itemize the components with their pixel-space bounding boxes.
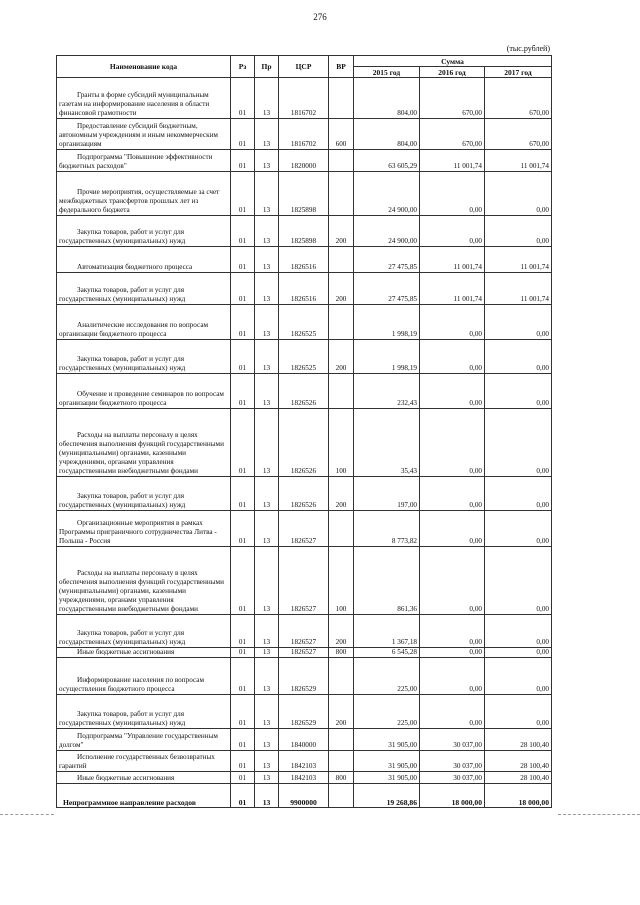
- table-row: [57, 729, 552, 751]
- row-csr: 1826527: [279, 648, 329, 658]
- table-row: [57, 150, 552, 172]
- row-vr: [329, 658, 354, 695]
- row-name: Обучение и проведение семинаров по вопросам организации бюджетного процесса: [57, 374, 231, 409]
- row-2017: 0,00: [485, 658, 552, 695]
- row-pr: 13: [255, 772, 279, 784]
- row-2016: 0,00: [420, 547, 485, 615]
- table-row: [57, 273, 552, 305]
- row-name: Исполнение государственных безвозвратных гарантий: [57, 751, 231, 772]
- row-2015: 6 545,28: [354, 648, 420, 658]
- row-2015: 1 998,19: [354, 340, 420, 374]
- row-2016: 0,00: [420, 374, 485, 409]
- row-2016: 18 000,00: [420, 784, 485, 808]
- row-pr: 13: [255, 729, 279, 751]
- row-pr: 13: [255, 511, 279, 547]
- row-rz: 01: [231, 729, 255, 751]
- header-csr: ЦСР: [279, 56, 329, 78]
- row-name: Подпрограмма "Управление государственным долгом": [57, 729, 231, 751]
- header-pr: Пр: [255, 56, 279, 78]
- table-row: [57, 374, 552, 409]
- row-rz: 01: [231, 216, 255, 247]
- row-csr: 1826516: [279, 247, 329, 273]
- row-vr: 200: [329, 695, 354, 729]
- row-rz: 01: [231, 547, 255, 615]
- row-csr: 1826526: [279, 477, 329, 511]
- row-pr: 13: [255, 247, 279, 273]
- row-2015: 1 998,19: [354, 305, 420, 340]
- row-csr: 1826529: [279, 695, 329, 729]
- row-vr: 200: [329, 273, 354, 305]
- row-2017: 11 001,74: [485, 273, 552, 305]
- row-rz: 01: [231, 648, 255, 658]
- row-rz: 01: [231, 172, 255, 216]
- row-csr: 1826529: [279, 658, 329, 695]
- row-name: Закупка товаров, работ и услуг для государственных (муниципальных) нужд: [57, 477, 231, 511]
- table-row: [57, 119, 552, 150]
- row-2016: 0,00: [420, 340, 485, 374]
- row-csr: 1816702: [279, 119, 329, 150]
- row-name: Закупка товаров, работ и услуг для государственных (муниципальных) нужд: [57, 216, 231, 247]
- row-2016: 30 037,00: [420, 772, 485, 784]
- row-2015: 1 367,18: [354, 615, 420, 648]
- row-pr: 13: [255, 119, 279, 150]
- row-csr: 1825898: [279, 172, 329, 216]
- table-row: [57, 409, 552, 477]
- row-name: Предоставление субсидий бюджетным, автономным учреждениям и иным некоммерческим организациям: [57, 119, 231, 150]
- table-row: [57, 547, 552, 615]
- row-csr: 1826527: [279, 547, 329, 615]
- row-2017: 670,00: [485, 119, 552, 150]
- row-vr: [329, 172, 354, 216]
- row-vr: [329, 511, 354, 547]
- row-csr: 1820000: [279, 150, 329, 172]
- row-2017: 18 000,00: [485, 784, 552, 808]
- row-2015: 24 900,00: [354, 216, 420, 247]
- row-2015: 861,36: [354, 547, 420, 615]
- row-2015: 232,43: [354, 374, 420, 409]
- row-name: Иные бюджетные ассигнования: [57, 772, 231, 784]
- table-header: [57, 56, 552, 78]
- row-2016: 0,00: [420, 648, 485, 658]
- row-rz: 01: [231, 119, 255, 150]
- row-2017: 0,00: [485, 648, 552, 658]
- row-2017: 28 100,40: [485, 729, 552, 751]
- row-csr: 1825898: [279, 216, 329, 247]
- row-2015: 63 605,29: [354, 150, 420, 172]
- header-2016: 2016 год: [420, 67, 485, 78]
- row-vr: 200: [329, 340, 354, 374]
- table-row: [57, 772, 552, 784]
- table-row: [57, 658, 552, 695]
- row-rz: 01: [231, 695, 255, 729]
- row-vr: [329, 305, 354, 340]
- row-rz: 01: [231, 477, 255, 511]
- row-name: Аналитические исследования по вопросам организации бюджетного процесса: [57, 305, 231, 340]
- row-2016: 30 037,00: [420, 751, 485, 772]
- row-2015: 225,00: [354, 658, 420, 695]
- row-rz: 01: [231, 305, 255, 340]
- row-2015: 19 268,86: [354, 784, 420, 808]
- row-2017: 0,00: [485, 374, 552, 409]
- row-vr: 200: [329, 216, 354, 247]
- row-2015: 197,00: [354, 477, 420, 511]
- row-csr: 1826516: [279, 273, 329, 305]
- table-row: [57, 78, 552, 119]
- row-2017: 0,00: [485, 477, 552, 511]
- header-2017: 2017 год: [485, 67, 552, 78]
- header-sum: Сумма: [354, 56, 552, 67]
- row-2016: 0,00: [420, 305, 485, 340]
- row-2016: 0,00: [420, 216, 485, 247]
- row-csr: 1840000: [279, 729, 329, 751]
- row-name: Расходы на выплаты персоналу в целях обеспечения выполнения функций государственными (муниципальными) органами, казенными учреждениями, органами управления государственными внебюджетными фондами: [57, 409, 231, 477]
- row-vr: 200: [329, 477, 354, 511]
- row-vr: [329, 150, 354, 172]
- row-2015: 804,00: [354, 119, 420, 150]
- row-name: Закупка товаров, работ и услуг для государственных (муниципальных) нужд: [57, 615, 231, 648]
- row-2017: 28 100,40: [485, 772, 552, 784]
- row-vr: 200: [329, 615, 354, 648]
- row-2016: 0,00: [420, 511, 485, 547]
- row-rz: 01: [231, 273, 255, 305]
- row-2017: 11 001,74: [485, 150, 552, 172]
- row-csr: 9900000: [279, 784, 329, 808]
- row-name: Закупка товаров, работ и услуг для государственных (муниципальных) нужд: [57, 695, 231, 729]
- row-rz: 01: [231, 78, 255, 119]
- row-pr: 13: [255, 695, 279, 729]
- row-pr: 13: [255, 216, 279, 247]
- row-vr: [329, 751, 354, 772]
- table-row: [57, 615, 552, 648]
- row-2017: 0,00: [485, 409, 552, 477]
- row-vr: [329, 247, 354, 273]
- row-2017: 670,00: [485, 78, 552, 119]
- row-rz: 01: [231, 409, 255, 477]
- row-vr: [329, 729, 354, 751]
- row-2016: 30 037,00: [420, 729, 485, 751]
- row-2015: 27 475,85: [354, 247, 420, 273]
- right-dashed-line: [558, 814, 640, 815]
- row-rz: 01: [231, 150, 255, 172]
- row-name: Подпрограмма "Повышение эффективности бюджетных расходов": [57, 150, 231, 172]
- row-csr: 1826527: [279, 615, 329, 648]
- row-2016: 670,00: [420, 119, 485, 150]
- row-2017: 0,00: [485, 340, 552, 374]
- row-pr: 13: [255, 784, 279, 808]
- row-vr: [329, 78, 354, 119]
- row-pr: 13: [255, 340, 279, 374]
- row-2017: 0,00: [485, 547, 552, 615]
- row-name: Иные бюджетные ассигнования: [57, 648, 231, 658]
- row-rz: 01: [231, 615, 255, 648]
- row-2016: 11 001,74: [420, 273, 485, 305]
- row-rz: 01: [231, 247, 255, 273]
- row-csr: 1816702: [279, 78, 329, 119]
- row-2016: 0,00: [420, 695, 485, 729]
- row-2017: 0,00: [485, 216, 552, 247]
- row-name: Непрограммное направление расходов: [57, 784, 231, 808]
- row-2015: 35,43: [354, 409, 420, 477]
- row-2016: 0,00: [420, 172, 485, 216]
- row-pr: 13: [255, 547, 279, 615]
- row-pr: 13: [255, 648, 279, 658]
- row-2017: 0,00: [485, 695, 552, 729]
- row-pr: 13: [255, 374, 279, 409]
- row-name: Закупка товаров, работ и услуг для государственных (муниципальных) нужд: [57, 273, 231, 305]
- table-row: [57, 216, 552, 247]
- row-rz: 01: [231, 511, 255, 547]
- row-pr: 13: [255, 273, 279, 305]
- row-2016: 11 001,74: [420, 150, 485, 172]
- row-csr: 1826526: [279, 409, 329, 477]
- table-row: [57, 784, 552, 808]
- row-name: Гранты в форме субсидий муниципальным газетам на информирование населения в области финансовой грамотности: [57, 78, 231, 119]
- row-csr: 1826525: [279, 340, 329, 374]
- row-2015: 31 905,00: [354, 729, 420, 751]
- table-row: [57, 247, 552, 273]
- row-name: Организационные мероприятия в рамках Программы приграничного сотрудничества Литва - Польша - Россия: [57, 511, 231, 547]
- row-2015: 31 905,00: [354, 751, 420, 772]
- row-2017: 0,00: [485, 172, 552, 216]
- budget-table: [56, 55, 552, 808]
- row-name: Информирование населения по вопросам осуществления бюджетного процесса: [57, 658, 231, 695]
- row-2017: 0,00: [485, 305, 552, 340]
- table-row: [57, 477, 552, 511]
- table-row: [57, 172, 552, 216]
- row-name: Расходы на выплаты персоналу в целях обеспечения выполнения функций государственными (муниципальными) органами, казенными учреждениями, органами управления государственными внебюджетными фондами: [57, 547, 231, 615]
- row-pr: 13: [255, 172, 279, 216]
- row-name: Автоматизация бюджетного процесса: [57, 247, 231, 273]
- row-csr: 1842103: [279, 751, 329, 772]
- row-2015: 804,00: [354, 78, 420, 119]
- row-vr: 100: [329, 547, 354, 615]
- row-csr: 1826525: [279, 305, 329, 340]
- row-rz: 01: [231, 374, 255, 409]
- row-2015: 27 475,85: [354, 273, 420, 305]
- row-vr: [329, 374, 354, 409]
- row-pr: 13: [255, 615, 279, 648]
- row-2017: 0,00: [485, 511, 552, 547]
- row-rz: 01: [231, 772, 255, 784]
- row-2015: 24 900,00: [354, 172, 420, 216]
- row-csr: 1826527: [279, 511, 329, 547]
- header-vr: ВР: [329, 56, 354, 78]
- table-row: [57, 695, 552, 729]
- row-pr: 13: [255, 305, 279, 340]
- header-2015: 2015 год: [354, 67, 420, 78]
- row-2015: 8 773,82: [354, 511, 420, 547]
- row-2015: 225,00: [354, 695, 420, 729]
- row-csr: 1826526: [279, 374, 329, 409]
- header-name: Наименование кода: [57, 56, 231, 78]
- row-2017: 11 001,74: [485, 247, 552, 273]
- left-dashed-line: [0, 814, 54, 815]
- row-2017: 28 100,40: [485, 751, 552, 772]
- row-vr: 600: [329, 119, 354, 150]
- row-pr: 13: [255, 409, 279, 477]
- row-pr: 13: [255, 477, 279, 511]
- header-rz: Рз: [231, 56, 255, 78]
- row-name: Закупка товаров, работ и услуг для государственных (муниципальных) нужд: [57, 340, 231, 374]
- row-pr: 13: [255, 751, 279, 772]
- row-rz: 01: [231, 784, 255, 808]
- table-row: [57, 511, 552, 547]
- table-row: [57, 751, 552, 772]
- row-2016: 0,00: [420, 615, 485, 648]
- row-vr: 800: [329, 648, 354, 658]
- row-csr: 1842103: [279, 772, 329, 784]
- row-pr: 13: [255, 150, 279, 172]
- row-2016: 0,00: [420, 409, 485, 477]
- row-vr: 800: [329, 772, 354, 784]
- row-2015: 31 905,00: [354, 772, 420, 784]
- row-vr: [329, 784, 354, 808]
- table-row: [57, 305, 552, 340]
- units-label: (тыс.рублей): [506, 44, 550, 53]
- row-rz: 01: [231, 751, 255, 772]
- table-row: [57, 648, 552, 658]
- row-2016: 11 001,74: [420, 247, 485, 273]
- row-2016: 0,00: [420, 658, 485, 695]
- row-pr: 13: [255, 78, 279, 119]
- row-2017: 0,00: [485, 615, 552, 648]
- row-rz: 01: [231, 658, 255, 695]
- page-number: 276: [313, 12, 327, 22]
- row-2016: 0,00: [420, 477, 485, 511]
- row-rz: 01: [231, 340, 255, 374]
- row-2016: 670,00: [420, 78, 485, 119]
- row-name: Прочие мероприятия, осуществляемые за счет межбюджетных трансфертов прошлых лет из федерального бюджета: [57, 172, 231, 216]
- row-vr: 100: [329, 409, 354, 477]
- row-pr: 13: [255, 658, 279, 695]
- table-row: [57, 340, 552, 374]
- table-body: [57, 78, 552, 808]
